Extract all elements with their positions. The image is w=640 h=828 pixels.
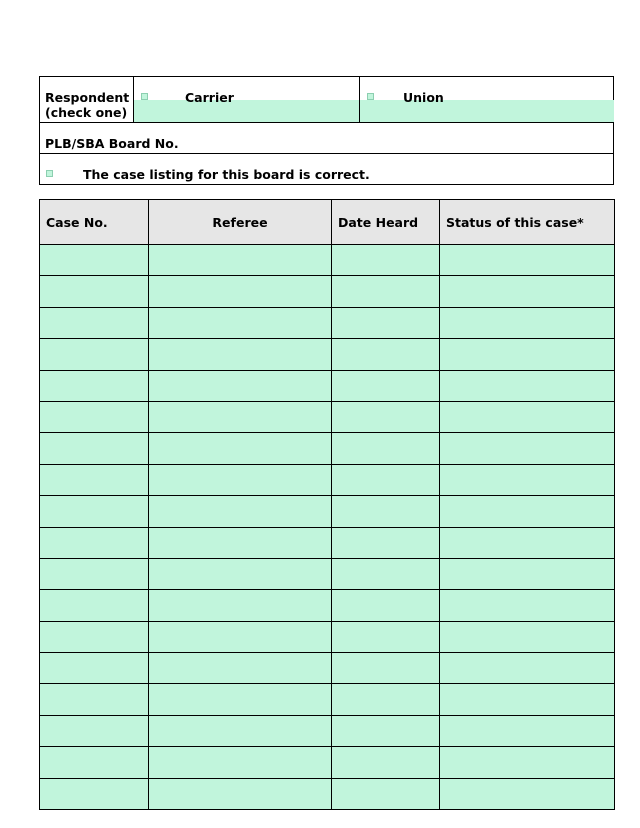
table-row (40, 778, 615, 809)
union-checkbox[interactable] (367, 93, 374, 100)
carrier-checkbox[interactable] (141, 93, 148, 100)
date-heard-cell[interactable] (332, 339, 440, 370)
status-cell[interactable] (440, 370, 615, 401)
case-no-cell[interactable] (40, 747, 149, 778)
table-row (40, 684, 615, 715)
header-case-no: Case No. (40, 200, 149, 245)
date-heard-cell[interactable] (332, 684, 440, 715)
status-cell[interactable] (440, 307, 615, 338)
case-no-cell[interactable] (40, 339, 149, 370)
case-no-cell[interactable] (40, 307, 149, 338)
case-no-cell[interactable] (40, 684, 149, 715)
referee-cell[interactable] (149, 370, 332, 401)
table-row (40, 464, 615, 495)
table-row (40, 307, 615, 338)
listing-correct-checkbox[interactable] (46, 170, 53, 177)
date-heard-cell[interactable] (332, 558, 440, 589)
table-row (40, 245, 615, 276)
status-cell[interactable] (440, 590, 615, 621)
case-table (39, 199, 615, 810)
status-cell[interactable] (440, 527, 615, 558)
date-heard-cell[interactable] (332, 433, 440, 464)
date-heard-cell[interactable] (332, 621, 440, 652)
date-heard-cell[interactable] (332, 245, 440, 276)
table-row (40, 653, 615, 684)
referee-cell[interactable] (149, 527, 332, 558)
status-cell[interactable] (440, 276, 615, 307)
case-no-cell[interactable] (40, 778, 149, 809)
date-heard-cell[interactable] (332, 370, 440, 401)
date-heard-cell[interactable] (332, 464, 440, 495)
listing-correct-label: The case listing for this board is correct. (83, 167, 370, 182)
case-no-cell[interactable] (40, 276, 149, 307)
status-cell[interactable] (440, 778, 615, 809)
respondent-label (45, 90, 129, 120)
union-label: Union (403, 90, 444, 105)
table-row (40, 558, 615, 589)
case-no-cell[interactable] (40, 653, 149, 684)
status-cell[interactable] (440, 464, 615, 495)
respondent-label-line1: Respondent (45, 90, 130, 105)
case-no-cell[interactable] (40, 401, 149, 432)
date-heard-cell[interactable] (332, 401, 440, 432)
referee-cell[interactable] (149, 433, 332, 464)
referee-cell[interactable] (149, 245, 332, 276)
case-no-cell[interactable] (40, 621, 149, 652)
divider (39, 153, 614, 154)
referee-cell[interactable] (149, 747, 332, 778)
union-field[interactable] (360, 100, 614, 122)
case-no-cell[interactable] (40, 558, 149, 589)
status-cell[interactable] (440, 558, 615, 589)
referee-cell[interactable] (149, 715, 332, 746)
referee-cell[interactable] (149, 621, 332, 652)
table-row (40, 276, 615, 307)
referee-cell[interactable] (149, 684, 332, 715)
case-no-cell[interactable] (40, 433, 149, 464)
status-cell[interactable] (440, 433, 615, 464)
referee-cell[interactable] (149, 276, 332, 307)
date-heard-cell[interactable] (332, 715, 440, 746)
date-heard-cell[interactable] (332, 778, 440, 809)
referee-cell[interactable] (149, 401, 332, 432)
table-row (40, 496, 615, 527)
referee-cell[interactable] (149, 778, 332, 809)
case-no-cell[interactable] (40, 245, 149, 276)
status-cell[interactable] (440, 496, 615, 527)
table-row (40, 747, 615, 778)
referee-cell[interactable] (149, 464, 332, 495)
header-referee: Referee (149, 200, 332, 245)
date-heard-cell[interactable] (332, 496, 440, 527)
table-row (40, 527, 615, 558)
referee-cell[interactable] (149, 307, 332, 338)
table-row (40, 715, 615, 746)
date-heard-cell[interactable] (332, 276, 440, 307)
respondent-label-line2: (check one) (45, 105, 128, 120)
header-date-heard: Date Heard (332, 200, 440, 245)
table-row (40, 339, 615, 370)
status-cell[interactable] (440, 684, 615, 715)
case-no-cell[interactable] (40, 496, 149, 527)
case-no-cell[interactable] (40, 527, 149, 558)
referee-cell[interactable] (149, 653, 332, 684)
status-cell[interactable] (440, 653, 615, 684)
status-cell[interactable] (440, 245, 615, 276)
carrier-label: Carrier (185, 90, 234, 105)
date-heard-cell[interactable] (332, 527, 440, 558)
case-no-cell[interactable] (40, 715, 149, 746)
referee-cell[interactable] (149, 590, 332, 621)
status-cell[interactable] (440, 715, 615, 746)
referee-cell[interactable] (149, 496, 332, 527)
status-cell[interactable] (440, 621, 615, 652)
header-status: Status of this case* (440, 200, 615, 245)
board-number-label: PLB/SBA Board No. (45, 136, 179, 151)
table-header-row (40, 200, 615, 245)
status-cell[interactable] (440, 401, 615, 432)
table-row (40, 590, 615, 621)
carrier-field[interactable] (134, 100, 359, 122)
date-heard-cell[interactable] (332, 590, 440, 621)
date-heard-cell[interactable] (332, 307, 440, 338)
case-no-cell[interactable] (40, 590, 149, 621)
case-no-cell[interactable] (40, 464, 149, 495)
divider (39, 122, 614, 123)
status-cell[interactable] (440, 339, 615, 370)
status-cell[interactable] (440, 747, 615, 778)
table-row (40, 401, 615, 432)
date-heard-cell[interactable] (332, 747, 440, 778)
date-heard-cell[interactable] (332, 653, 440, 684)
referee-cell[interactable] (149, 558, 332, 589)
table-row (40, 370, 615, 401)
referee-cell[interactable] (149, 339, 332, 370)
case-no-cell[interactable] (40, 370, 149, 401)
table-row (40, 433, 615, 464)
table-row (40, 621, 615, 652)
